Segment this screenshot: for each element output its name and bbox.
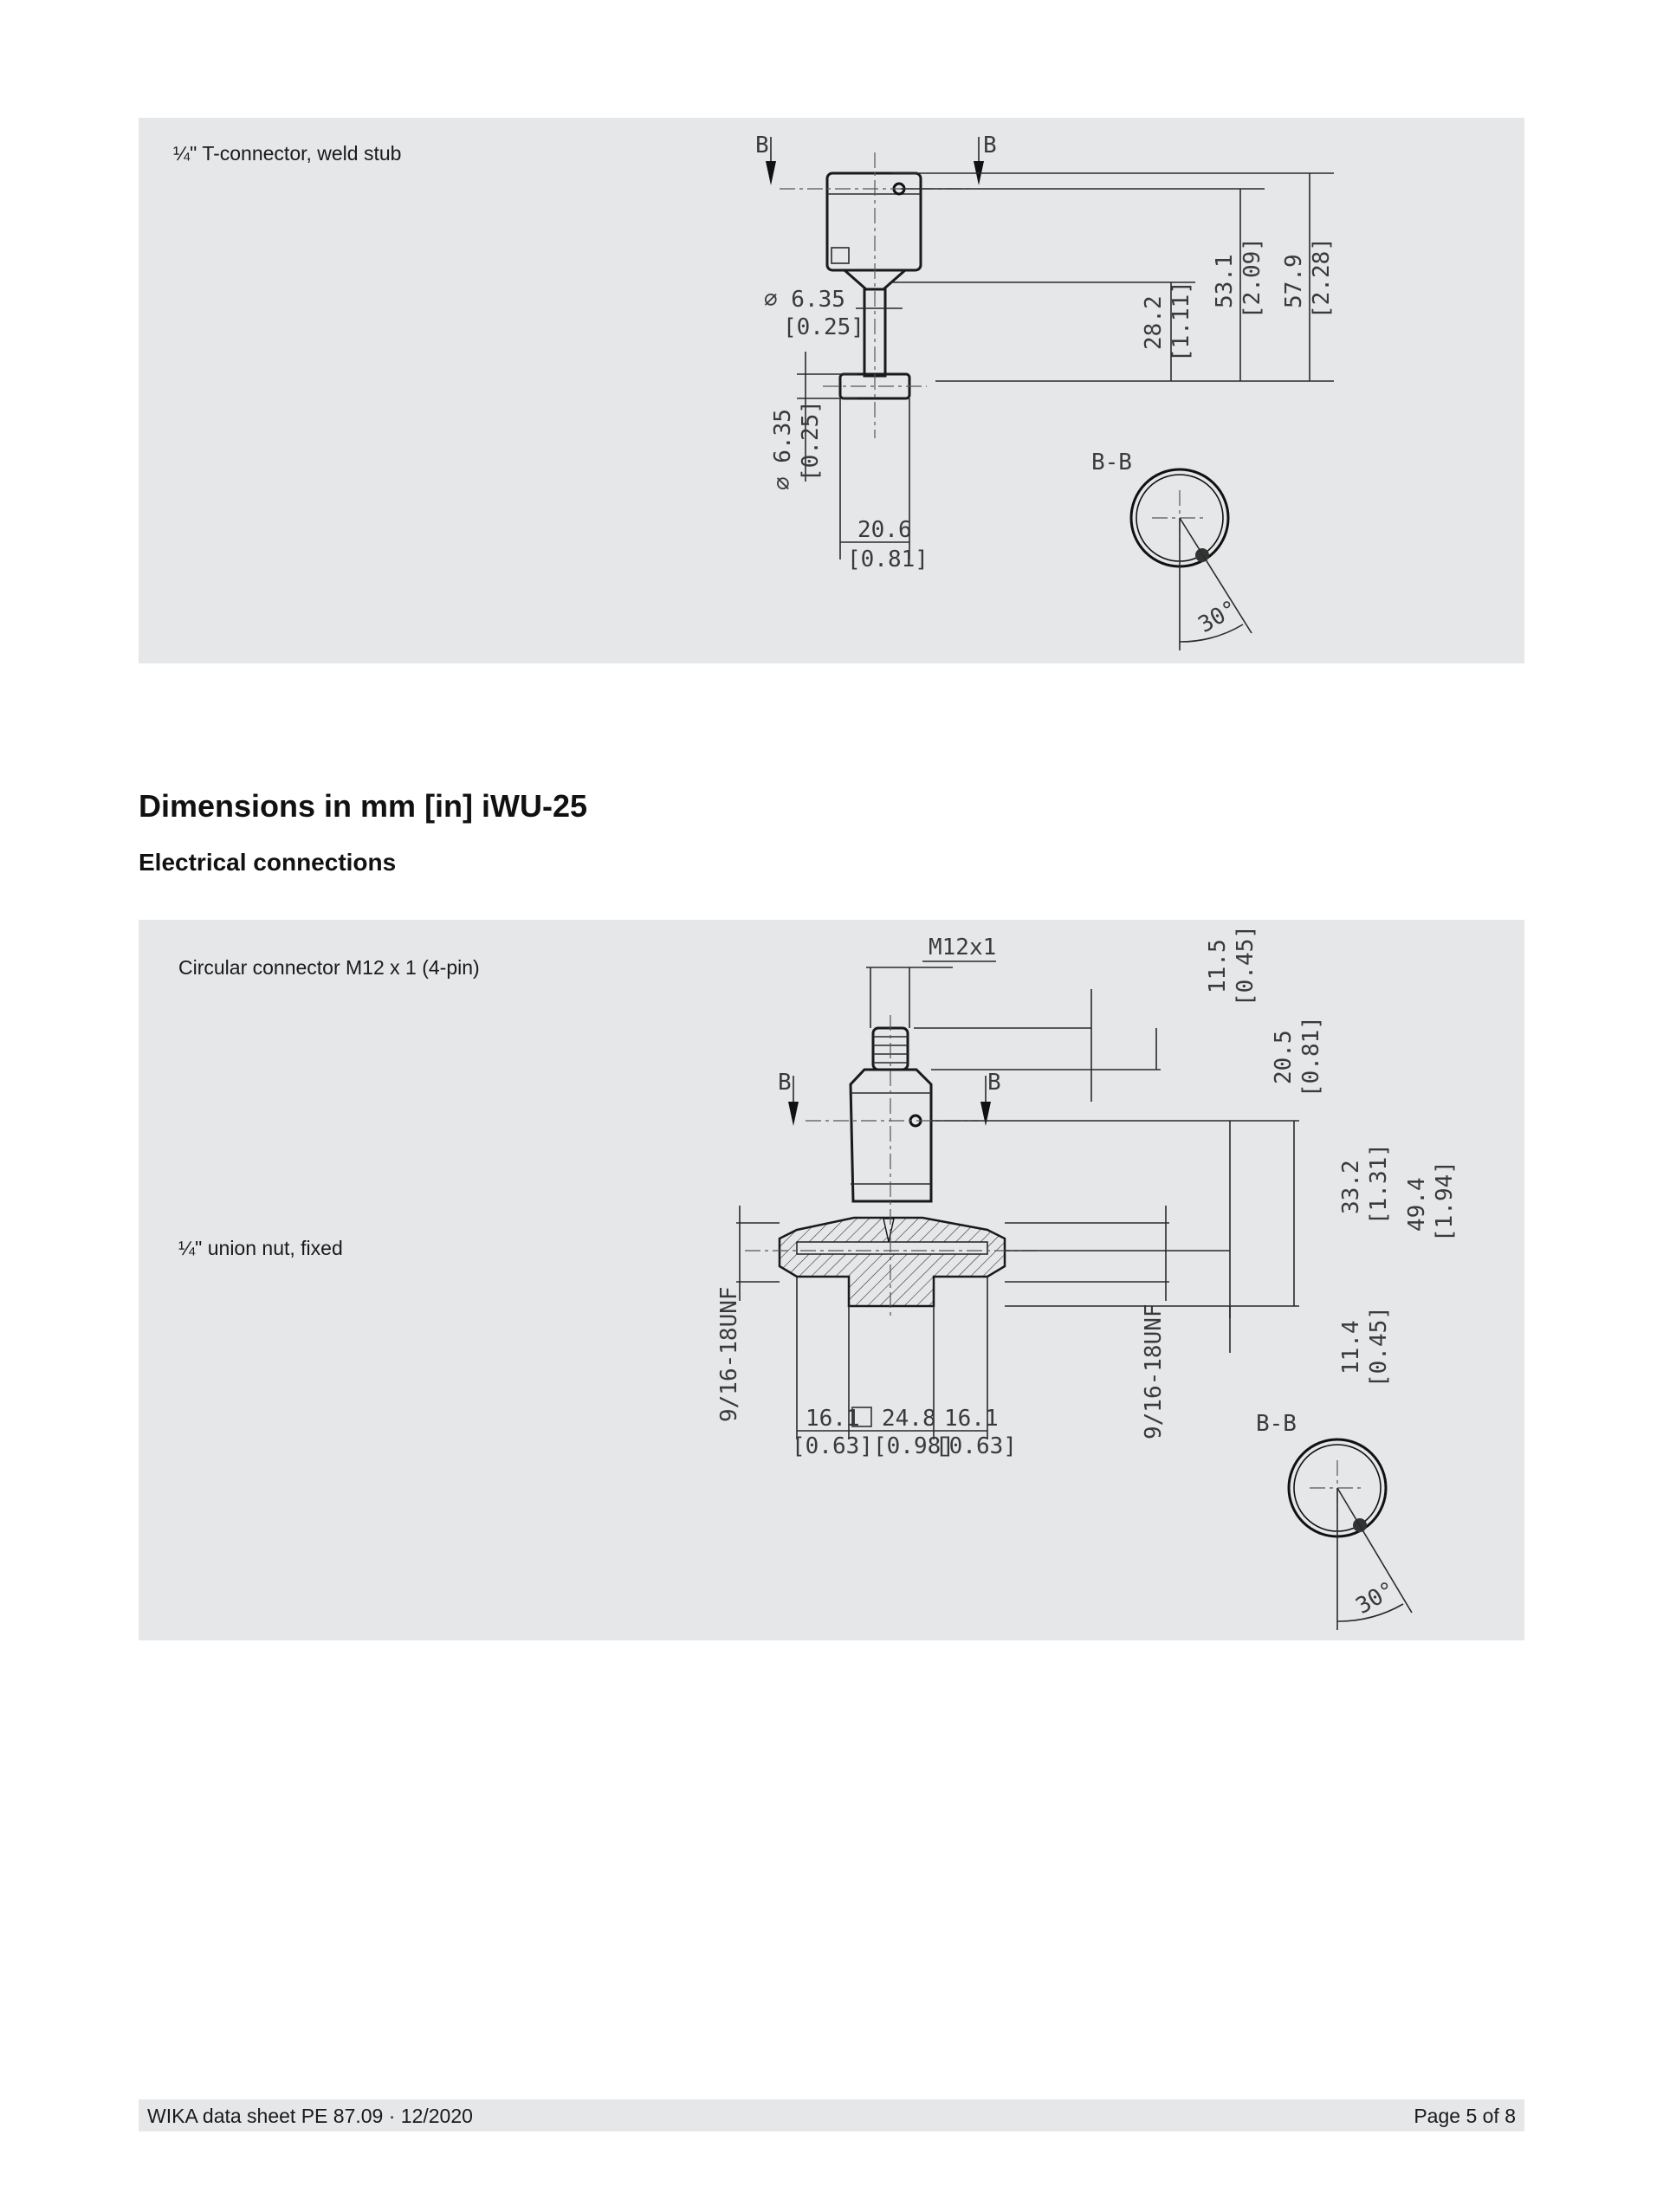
dim-h2: 53.1 bbox=[1212, 254, 1238, 308]
dim-dia-top-in: [0.25] bbox=[783, 314, 864, 340]
dim-unf-right: 9/16-18UNF bbox=[1141, 1303, 1167, 1439]
dim-unf-left: 9/16-18UNF bbox=[716, 1286, 742, 1422]
dim-h-e: 11.4 bbox=[1338, 1320, 1364, 1374]
dim-dia-side-in: [0.25] bbox=[798, 400, 824, 482]
dim-angle: 30° bbox=[1351, 1576, 1401, 1620]
dim-h2-in: [2.09] bbox=[1239, 237, 1265, 319]
footer-page-number: Page 5 of 8 bbox=[1414, 2105, 1516, 2127]
section-view-label: B-B bbox=[1091, 450, 1132, 475]
dim-width: 20.6 bbox=[857, 517, 912, 543]
dim-w-right: 16.1 bbox=[944, 1406, 999, 1432]
section-mark-right: B bbox=[983, 133, 997, 158]
dim-h1: 28.2 bbox=[1141, 295, 1167, 350]
dim-w-right-in: [0.63] bbox=[935, 1433, 1017, 1459]
dim-w-mid-in: [0.98] bbox=[873, 1433, 954, 1459]
footer-document-id: WIKA data sheet PE 87.09 · 12/2020 bbox=[147, 2105, 473, 2127]
dim-h-b: 20.5 bbox=[1271, 1030, 1297, 1084]
page-footer bbox=[139, 2099, 1524, 2131]
dim-h3: 57.9 bbox=[1281, 254, 1307, 308]
dim-h-b-in: [0.81] bbox=[1298, 1016, 1324, 1097]
technical-drawing-electrical bbox=[139, 920, 1524, 1640]
dim-h-a: 11.5 bbox=[1205, 939, 1231, 993]
dim-dia-top: ⌀ 6.35 bbox=[764, 287, 845, 313]
dim-angle: 30° bbox=[1194, 595, 1243, 639]
section-subtitle: Electrical connections bbox=[139, 849, 397, 876]
dim-h-c-in: [1.31] bbox=[1366, 1143, 1392, 1225]
section-mark-left: B bbox=[755, 133, 769, 158]
section-mark-left: B bbox=[778, 1070, 792, 1096]
dim-h-a-in: [0.45] bbox=[1233, 925, 1259, 1006]
panel-label-connector: Circular connector M12 x 1 (4-pin) bbox=[178, 956, 480, 979]
panel-label: ¼" T-connector, weld stub bbox=[173, 142, 402, 165]
section-title: Dimensions in mm [in] iWU-25 bbox=[139, 788, 588, 824]
panel-label-nut: ¼" union nut, fixed bbox=[178, 1237, 343, 1259]
dim-w-mid: 24.8 bbox=[882, 1406, 936, 1432]
dim-w-left-in: [0.63] bbox=[792, 1433, 873, 1459]
drawing-panel-t-connector bbox=[139, 118, 1524, 663]
dim-h-c: 33.2 bbox=[1338, 1160, 1364, 1214]
dim-h3-in: [2.28] bbox=[1309, 237, 1335, 319]
dim-h-e-in: [0.45] bbox=[1366, 1306, 1392, 1387]
dim-width-in: [0.81] bbox=[847, 547, 929, 572]
dim-thread: M12x1 bbox=[929, 935, 997, 960]
section-mark-right: B bbox=[987, 1070, 1001, 1096]
section-view-label: B-B bbox=[1256, 1411, 1297, 1437]
dim-h-d-in: [1.94] bbox=[1432, 1161, 1458, 1242]
dim-dia-side: ⌀ 6.35 bbox=[770, 409, 796, 490]
technical-drawing-t-connector bbox=[139, 118, 1524, 663]
dim-w-left: 16.1 bbox=[806, 1406, 860, 1432]
dim-h-d: 49.4 bbox=[1404, 1177, 1430, 1232]
drawing-panel-electrical bbox=[139, 920, 1524, 1640]
dim-h1-in: [1.11] bbox=[1168, 281, 1194, 362]
